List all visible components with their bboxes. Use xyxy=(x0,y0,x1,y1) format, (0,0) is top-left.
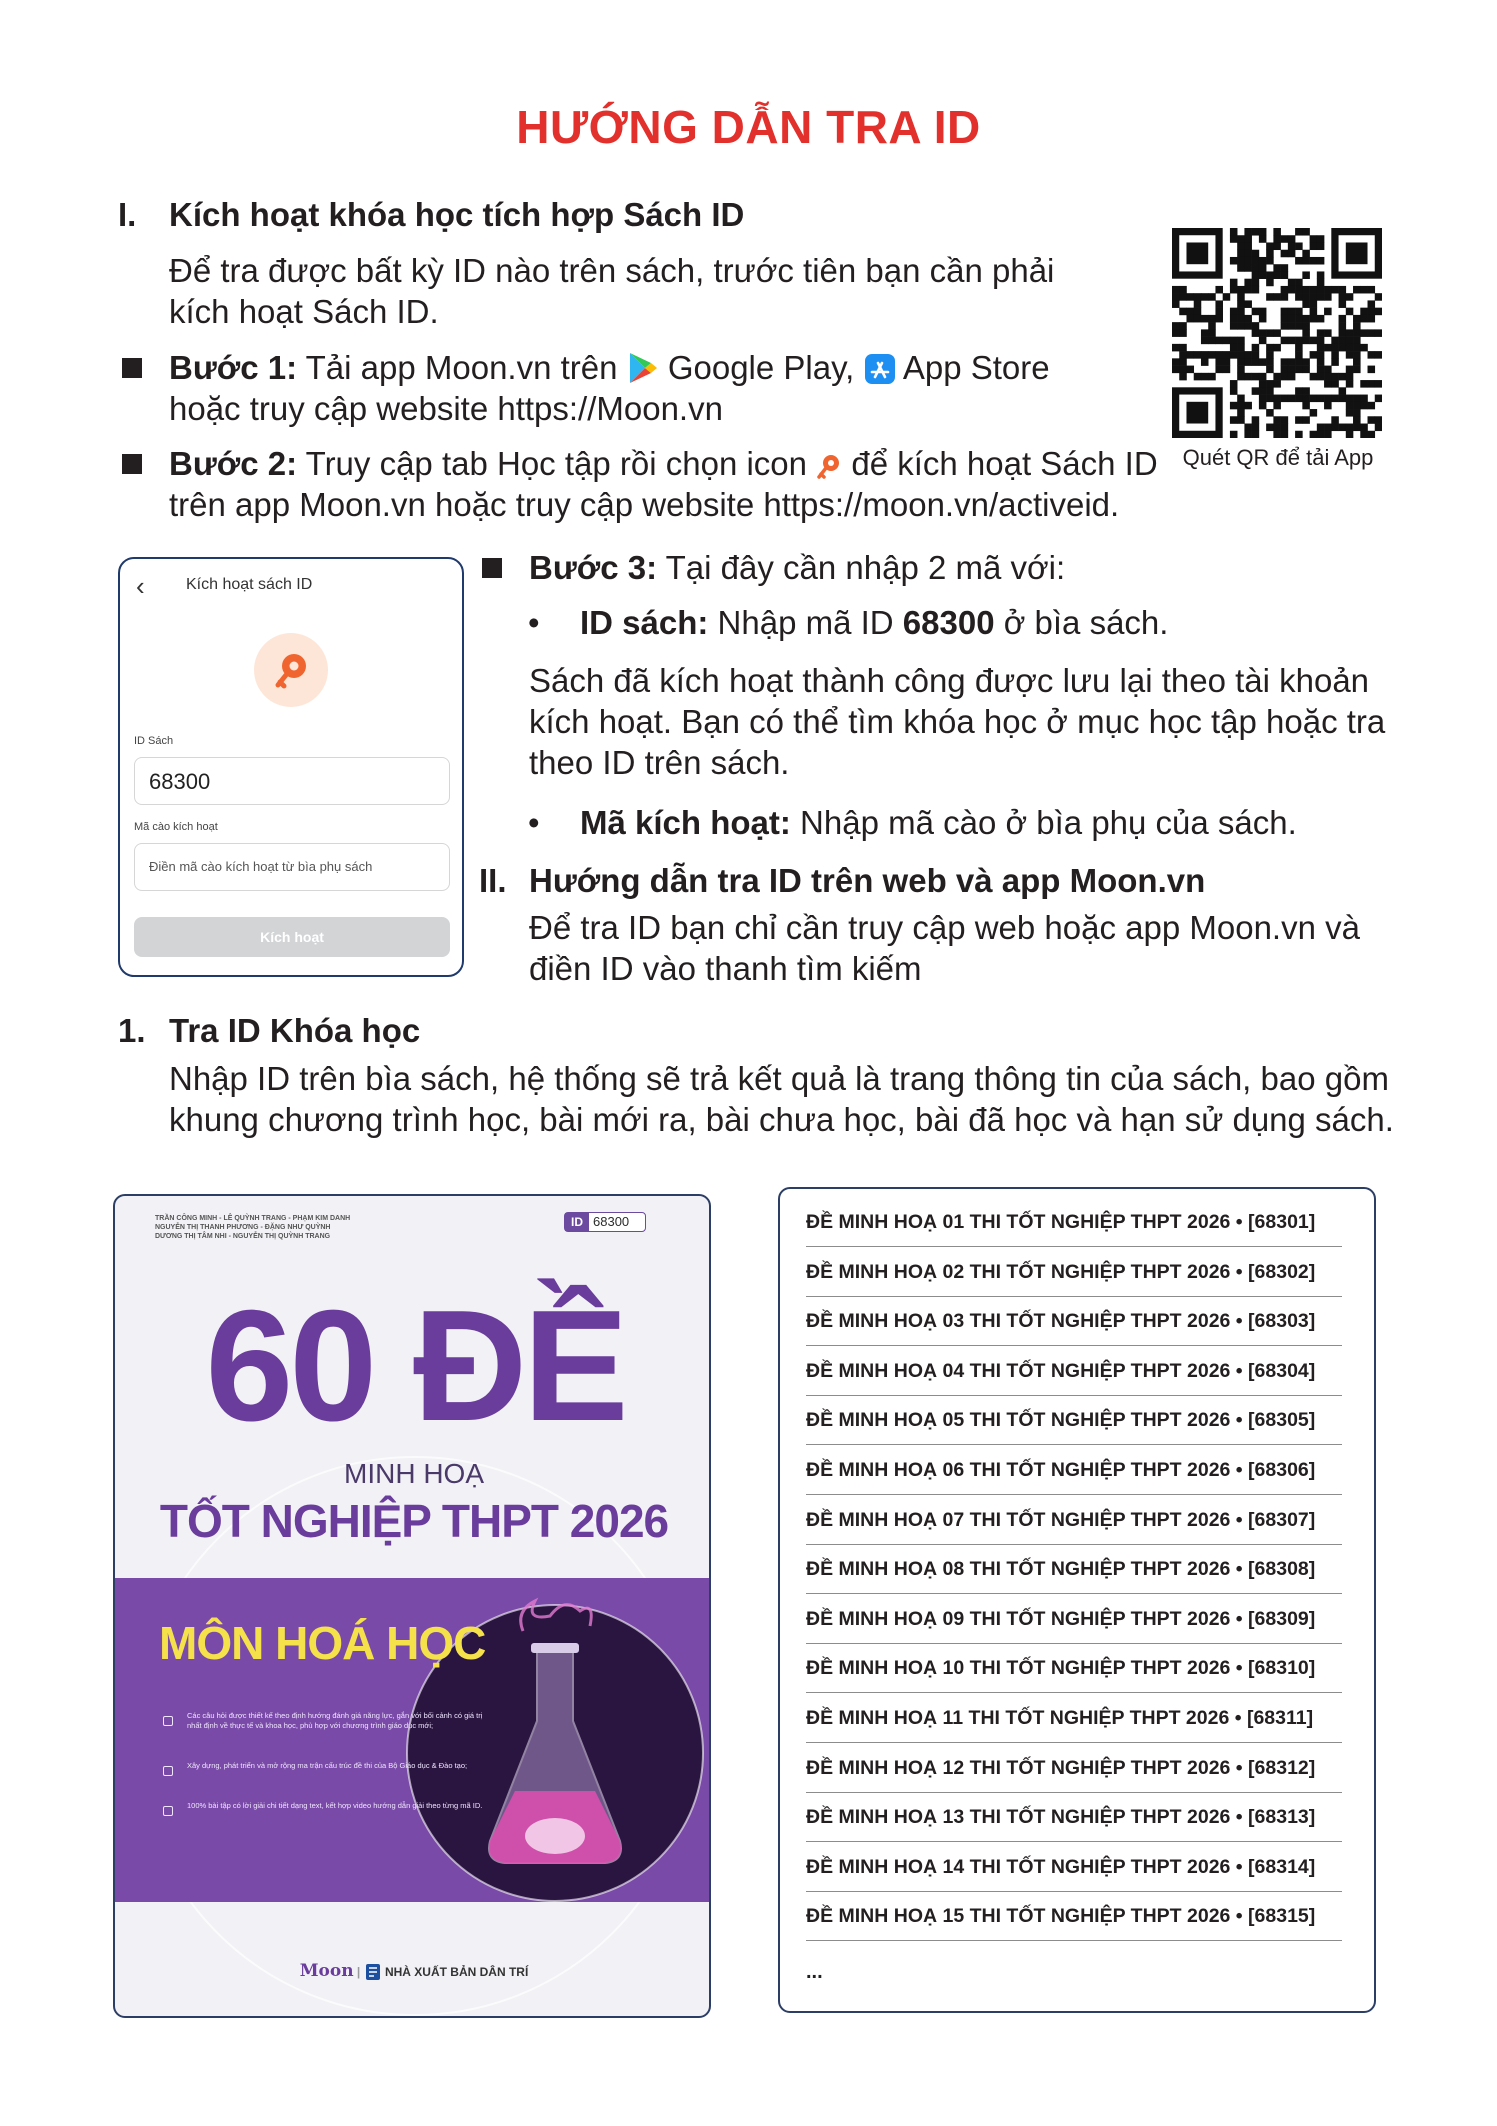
book-publisher-bar: Moon | NHÀ XUẤT BẢN DÂN TRÍ xyxy=(115,1961,711,1985)
exam-list-item[interactable]: ĐỀ MINH HOẠ 03 THI TỐT NGHIỆP THPT 2026 • [68303] xyxy=(806,1296,1342,1346)
activation-code-label: Mã cào kích hoạt xyxy=(134,821,218,833)
step-2-line2: trên app Moon.vn hoặc truy cập website https://moon.vn/activeid. xyxy=(169,486,1120,523)
exam-list-item[interactable]: ĐỀ MINH HOẠ 13 THI TỐT NGHIỆP THPT 2026 • [68313] xyxy=(806,1792,1342,1842)
publisher-name: NHÀ XUẤT BẢN DÂN TRÍ xyxy=(384,1965,529,1979)
section-1-number: I. xyxy=(118,196,137,233)
book-cover xyxy=(113,1194,711,2018)
key-icon xyxy=(254,633,328,707)
activation-phone-screen xyxy=(118,557,464,977)
activation-code-text: Nhập mã cào ở bìa phụ của sách. xyxy=(790,804,1297,841)
step-2-text-a: Truy cập tab Học tập rồi chọn icon xyxy=(297,445,817,482)
exam-list-item[interactable]: ĐỀ MINH HOẠ 05 THI TỐT NGHIỆP THPT 2026 • [68305] xyxy=(806,1395,1342,1445)
section-2-number: II. xyxy=(479,862,507,899)
step-1-line1 xyxy=(169,347,1050,394)
book-authors-line3: DƯƠNG THỊ TÂM NHI - NGUYỄN THỊ QUỲNH TRANG xyxy=(155,1233,331,1240)
exam-list-item[interactable]: ĐỀ MINH HOẠ 12 THI TỐT NGHIỆP THPT 2026 • [68312] xyxy=(806,1743,1342,1793)
book-feature-1: Các câu hỏi được thiết kế theo định hướng đánh giá năng lực, gắn với bối cảnh có giá trị nhất định về thực tế và khoa học, phù hợp với chương trình giáo dục mới; xyxy=(187,1711,483,1730)
id-sach-bold: ID sách: xyxy=(580,604,709,641)
exam-list-item[interactable]: ĐỀ MINH HOẠ 07 THI TỐT NGHIỆP THPT 2026 • [68307] xyxy=(806,1495,1342,1545)
section-2-line2: điền ID vào thanh tìm kiếm xyxy=(529,950,922,987)
exam-list-item[interactable]: ĐỀ MINH HOẠ 11 THI TỐT NGHIỆP THPT 2026 • [68311] xyxy=(806,1693,1342,1743)
book-id-label: ID xyxy=(565,1213,589,1231)
id-sach-text-b: ở bìa sách. xyxy=(994,604,1169,641)
id-sach-label: ID Sách xyxy=(134,735,174,747)
exam-list-item[interactable]: ĐỀ MINH HOẠ 01 THI TỐT NGHIỆP THPT 2026 • [68301] xyxy=(806,1197,1342,1247)
step-2-bullet xyxy=(122,454,142,474)
checkbox-icon xyxy=(163,1766,173,1776)
exam-list-item[interactable]: ĐỀ MINH HOẠ 02 THI TỐT NGHIỆP THPT 2026 • [68302] xyxy=(806,1247,1342,1297)
exam-list-item[interactable]: ĐỀ MINH HOẠ 09 THI TỐT NGHIỆP THPT 2026 • [68309] xyxy=(806,1594,1342,1644)
app-store-icon[interactable] xyxy=(864,353,896,394)
step-1-line2: hoặc truy cập website https://Moon.vn xyxy=(169,390,723,427)
id-sach-text-a: Nhập mã ID xyxy=(708,604,903,641)
book-feature-3: 100% bài tập có lời giải chi tiết dạng text, kết hợp video hướng dẫn giải theo từng mã ID. xyxy=(187,1801,483,1810)
exam-list-item[interactable]: ĐỀ MINH HOẠ 15 THI TỐT NGHIỆP THPT 2026 • [68315] xyxy=(806,1891,1342,1941)
step-3-label: Bước 3: xyxy=(529,549,658,586)
exam-list-item[interactable]: ĐỀ MINH HOẠ 06 THI TỐT NGHIỆP THPT 2026 • [68306] xyxy=(806,1445,1342,1495)
section-1-intro-line1: Để tra được bất kỳ ID nào trên sách, trước tiên bạn cần phải xyxy=(169,252,1055,289)
qr-caption: Quét QR để tải App xyxy=(1182,445,1374,470)
google-play-label[interactable]: Google Play, xyxy=(658,349,864,386)
exam-list-item[interactable]: ĐỀ MINH HOẠ 14 THI TỐT NGHIỆP THPT 2026 • [68314] xyxy=(806,1842,1342,1892)
id-bullet-dot: • xyxy=(528,604,540,641)
id-sach-code: 68300 xyxy=(902,604,995,641)
id-sach-field[interactable] xyxy=(134,757,450,805)
saved-line1: Sách đã kích hoạt thành công được lưu lại theo tài khoản xyxy=(529,662,1370,699)
back-arrow-icon[interactable]: ‹ xyxy=(136,571,145,601)
step-1-label: Bước 1: xyxy=(169,349,298,386)
section-2-line1: Để tra ID bạn chỉ cần truy cập web hoặc app Moon.vn và xyxy=(529,909,1360,946)
section-3-heading: Tra ID Khóa học xyxy=(169,1012,421,1049)
book-feature-2: Xây dựng, phát triển và mở rộng ma trận cấu trúc đề thi của Bộ Giáo dục & Đào tạo; xyxy=(187,1761,468,1770)
exam-list-item[interactable]: ĐỀ MINH HOẠ 04 THI TỐT NGHIỆP THPT 2026 • [68304] xyxy=(806,1346,1342,1396)
step-1-bullet xyxy=(122,358,142,378)
saved-line2: kích hoạt. Bạn có thể tìm khóa học ở mục học tập hoặc tra xyxy=(529,703,1386,740)
exam-list-more: ... xyxy=(806,1961,823,1983)
book-id-tag xyxy=(564,1212,646,1232)
activation-code-placeholder: Điền mã cào kích hoạt từ bìa phụ sách xyxy=(149,859,373,874)
activation-code-field[interactable] xyxy=(134,843,450,891)
exam-list-item[interactable]: ĐỀ MINH HOẠ 10 THI TỐT NGHIỆP THPT 2026 • [68310] xyxy=(806,1643,1342,1693)
book-big-title: 60 ĐỀ xyxy=(205,1278,625,1454)
page-title: HƯỚNG DẪN TRA ID xyxy=(516,101,981,153)
activation-code-bold: Mã kích hoạt: xyxy=(580,804,791,841)
checkbox-icon xyxy=(163,1716,173,1726)
section-1-intro-line2: kích hoạt Sách ID. xyxy=(169,293,439,330)
qr-code[interactable] xyxy=(1172,228,1382,438)
step-1-text: Tải app Moon.vn trên xyxy=(297,349,627,386)
publisher-logo-icon xyxy=(364,1962,382,1985)
section-3-line2: khung chương trình học, bài mới ra, bài chưa học, bài đã học và hạn sử dụng sách. xyxy=(169,1101,1394,1138)
step-3-text: Tại đây cần nhập 2 mã với: xyxy=(657,549,1066,586)
id-sach-line xyxy=(580,602,1168,643)
book-subject: MÔN HOÁ HỌC xyxy=(159,1617,486,1669)
section-3-line1: Nhập ID trên bìa sách, hệ thống sẽ trả kết quả là trang thông tin của sách, bao gồm xyxy=(169,1060,1389,1097)
step-3-line xyxy=(529,547,1065,588)
step-2-text-b: để kích hoạt Sách ID xyxy=(842,445,1158,482)
exam-id-list xyxy=(778,1187,1376,2013)
exam-list-item[interactable]: ĐỀ MINH HOẠ 08 THI TỐT NGHIỆP THPT 2026 • [68308] xyxy=(806,1544,1342,1594)
phone-screen-title: Kích hoạt sách ID xyxy=(186,576,313,593)
app-store-label[interactable]: App Store xyxy=(895,349,1050,386)
id-sach-value: 68300 xyxy=(149,769,211,794)
section-3-number: 1. xyxy=(118,1012,146,1049)
saved-line3: theo ID trên sách. xyxy=(529,744,790,781)
moon-logo: Moon xyxy=(299,1961,354,1981)
step-2-line1 xyxy=(169,443,1158,490)
checkbox-icon xyxy=(163,1806,173,1816)
step-2-label: Bước 2: xyxy=(169,445,298,482)
activation-code-line xyxy=(580,802,1297,843)
book-minh-hoa: MINH HOẠ xyxy=(344,1458,484,1489)
book-tot-nghiep: TỐT NGHIỆP THPT 2026 xyxy=(159,1495,669,1547)
book-authors xyxy=(155,1214,385,1241)
code-bullet-dot: • xyxy=(528,804,540,841)
book-id-number: 68300 xyxy=(593,1214,630,1229)
step-3-bullet xyxy=(482,558,502,578)
section-1-heading: Kích hoạt khóa học tích hợp Sách ID xyxy=(169,196,745,233)
book-authors-line1: TRẦN CÔNG MINH - LÊ QUỲNH TRANG - PHẠM KIM DANH xyxy=(155,1215,351,1222)
section-2-heading: Hướng dẫn tra ID trên web và app Moon.vn xyxy=(529,862,1206,899)
book-authors-line2: NGUYỄN THỊ THANH PHƯƠNG - ĐẶNG NHƯ QUỲNH xyxy=(155,1224,331,1231)
activate-button[interactable]: Kích hoạt xyxy=(134,917,450,957)
